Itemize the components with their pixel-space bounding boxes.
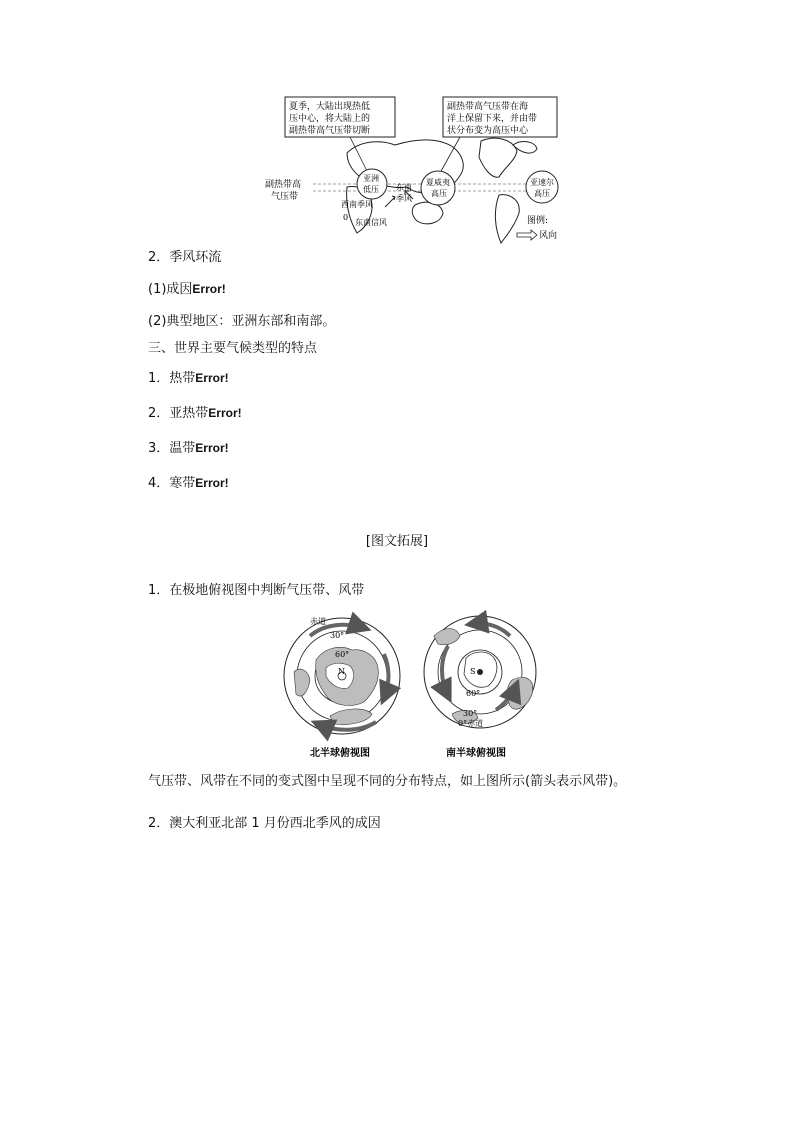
polar-view-figure bbox=[280, 610, 550, 765]
hawaii-high-circle bbox=[421, 171, 455, 205]
item-text: 季风环流 bbox=[169, 250, 222, 265]
subtropical-line bbox=[148, 404, 242, 423]
item-text: 气压带、风带在不同的变式图中呈现不同的分布特点，如上图所示(箭头表示风带)。 bbox=[148, 774, 627, 789]
item-number: 1． bbox=[148, 583, 170, 598]
annotation-left-line3: 副热带高气压带切断 bbox=[289, 126, 371, 136]
world-monsoon-map bbox=[255, 95, 565, 245]
item-text: 2．澳大利亚北部 1 月份西北季风的成因 bbox=[148, 816, 381, 831]
heading-monsoon-circulation bbox=[148, 249, 221, 267]
polar-view-heading bbox=[148, 582, 364, 600]
north-60-label: 60° bbox=[335, 650, 350, 659]
zero-label: 0 bbox=[343, 213, 349, 222]
se-trade-label: 东南信风 bbox=[355, 218, 387, 227]
annotation-right-line2: 洋上保留下来，并由带 bbox=[447, 114, 538, 124]
subtropical-belt-label2: 气压带 bbox=[271, 192, 299, 202]
error-text: Error! bbox=[195, 441, 229, 455]
item-text: (1)成因 bbox=[148, 282, 193, 297]
item-number: 3． bbox=[148, 441, 170, 456]
annotation-right-line1: 副热带高气压带在海 bbox=[447, 102, 529, 112]
cause-line bbox=[148, 280, 226, 299]
item-number: 1． bbox=[148, 371, 170, 386]
error-text: Error! bbox=[195, 371, 229, 385]
se-monsoon-label: 东南 bbox=[396, 183, 412, 192]
north-pole-label: N bbox=[338, 667, 345, 676]
error-text: Error! bbox=[192, 282, 226, 296]
south-30-label: 30° bbox=[463, 709, 478, 718]
typical-region-line bbox=[148, 313, 335, 331]
item-text: 热带 bbox=[169, 371, 196, 386]
azores-high-circle bbox=[526, 171, 558, 203]
error-text: Error! bbox=[195, 476, 229, 490]
se-monsoon-label2: 季风 bbox=[396, 194, 412, 203]
annotation-right-line3: 状分布变为高压中心 bbox=[447, 126, 529, 136]
annotation-left-line2: 压中心，将大陆上的 bbox=[289, 114, 371, 124]
north-equator-label: 赤道 bbox=[310, 617, 326, 626]
figure-description bbox=[148, 773, 626, 791]
item-text: 温带 bbox=[169, 441, 196, 456]
subtropical-belt-label: 副热带高 bbox=[265, 180, 302, 190]
south-hemisphere-diagram bbox=[424, 616, 536, 728]
azores-high-label2: 高压 bbox=[534, 189, 550, 198]
south-equator-label: 0°赤道 bbox=[458, 719, 484, 728]
hawaii-high-label2: 高压 bbox=[431, 189, 447, 198]
legend-item-label: 风向 bbox=[539, 231, 558, 241]
item-number: 4． bbox=[148, 476, 170, 491]
item-text: (2)典型地区：亚洲东部和南部。 bbox=[148, 314, 336, 329]
item-text: 亚热带 bbox=[169, 406, 209, 421]
item-text: 三、世界主要气候类型的特点 bbox=[148, 341, 318, 356]
australia-monsoon-heading bbox=[148, 815, 381, 833]
item-text: 寒带 bbox=[169, 476, 196, 491]
tropical-line bbox=[148, 369, 229, 388]
section-title: [图文拓展] bbox=[365, 534, 429, 549]
frigid-line bbox=[148, 474, 229, 493]
item-text: 在极地俯视图中判断气压带、风带 bbox=[169, 583, 365, 598]
temperate-line bbox=[148, 439, 229, 458]
azores-high-label: 亚速尔 bbox=[530, 178, 554, 187]
legend-title: 图例: bbox=[527, 216, 549, 226]
legend-arrow-icon bbox=[517, 230, 537, 240]
asia-low-label: 亚洲 bbox=[363, 174, 379, 183]
sw-monsoon-label: 西南季风 bbox=[341, 200, 373, 209]
north-hemisphere-diagram bbox=[284, 616, 400, 734]
south-pole-label: S bbox=[470, 667, 476, 676]
south-60-label: 60° bbox=[466, 689, 481, 698]
item-number: 2． bbox=[148, 406, 170, 421]
north-caption: 北半球俯视图 bbox=[310, 748, 370, 759]
hawaii-high-label: 夏威夷 bbox=[426, 178, 450, 187]
error-text: Error! bbox=[208, 406, 242, 420]
south-caption: 南半球俯视图 bbox=[446, 748, 506, 759]
annotation-left-line1: 夏季，大陆出现热低 bbox=[289, 102, 371, 112]
item-number: 2． bbox=[148, 250, 170, 265]
asia-low-label2: 低压 bbox=[363, 185, 379, 194]
north-30-label: 30° bbox=[330, 631, 345, 640]
section-heading-climate bbox=[148, 340, 317, 358]
